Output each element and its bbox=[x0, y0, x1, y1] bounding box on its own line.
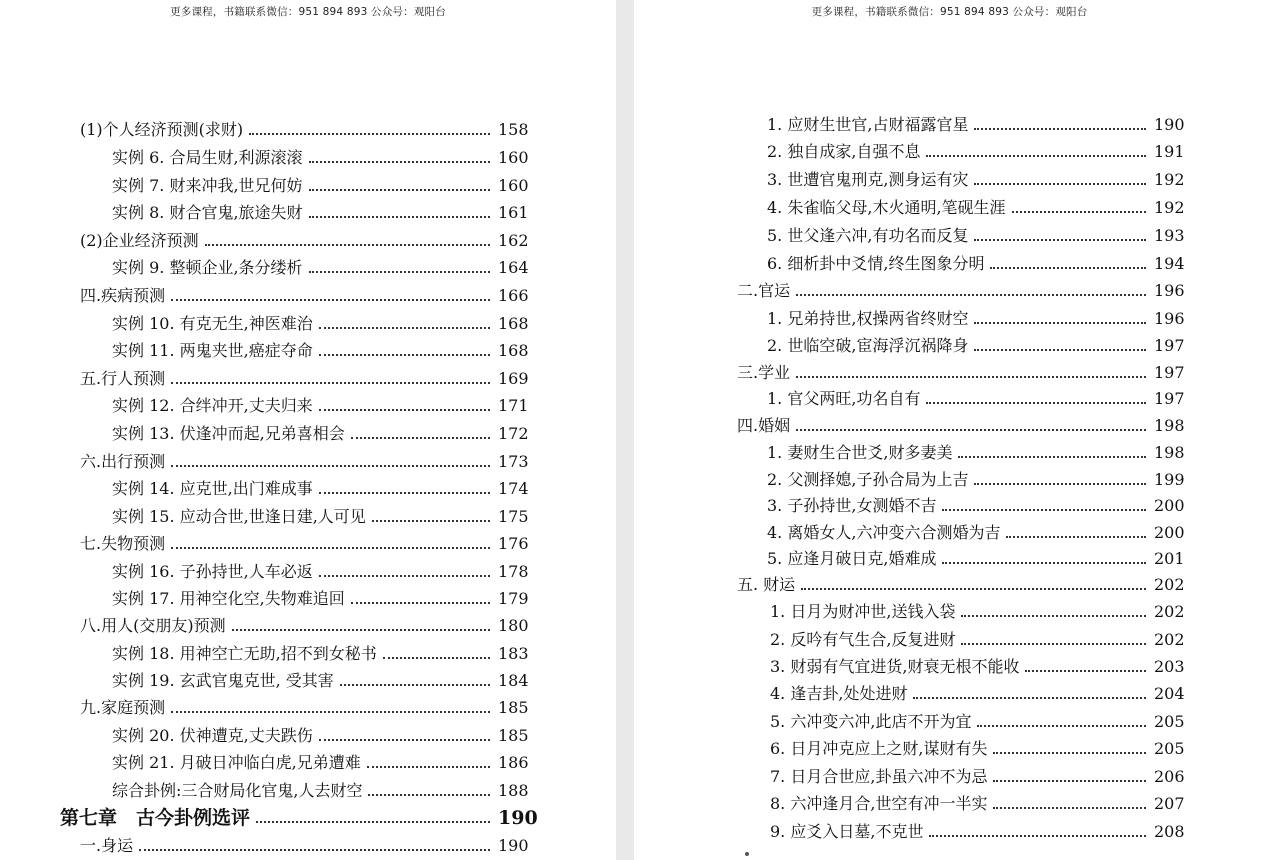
toc-entry-title: 3. 财弱有气宜进货,财衰无根不能收 bbox=[770, 657, 1020, 676]
toc-entry-page: 164 bbox=[498, 258, 529, 277]
toc-entry-page: 196 bbox=[1154, 281, 1185, 300]
toc-entry-title: 实例 7. 财来冲我,世兄何妨 bbox=[112, 176, 303, 195]
toc-entry bbox=[80, 229, 530, 251]
toc-entry-page: 207 bbox=[1154, 794, 1185, 813]
toc-entry-title: 四.婚姻 bbox=[737, 416, 791, 435]
toc-entry-title: 实例 11. 两鬼夹世,癌症夺命 bbox=[112, 341, 313, 360]
toc-entry-page: 198 bbox=[1154, 416, 1185, 435]
toc-entry-page: 188 bbox=[498, 781, 529, 800]
toc-entry-page: 172 bbox=[498, 424, 529, 443]
toc-entry-page: 178 bbox=[498, 562, 529, 581]
toc-entry-page: 197 bbox=[1154, 336, 1185, 355]
toc-entry bbox=[112, 779, 530, 801]
toc-entry-title: 实例 10. 有克无生,神医难治 bbox=[112, 314, 313, 333]
toc-entry bbox=[112, 146, 530, 168]
toc-entry-title: 实例 16. 子孙持世,人车必返 bbox=[112, 562, 313, 581]
toc-entry-page: 179 bbox=[498, 589, 529, 608]
toc-entry-title: 2. 独自成家,自强不息 bbox=[767, 142, 921, 161]
toc-entry bbox=[770, 792, 1186, 814]
toc-entry-page: 175 bbox=[498, 507, 529, 526]
toc-entry bbox=[770, 820, 1186, 842]
toc-entry bbox=[112, 256, 530, 278]
toc-entry bbox=[767, 252, 1186, 274]
toc-entry bbox=[80, 284, 530, 306]
toc-entry bbox=[767, 547, 1186, 569]
toc-entry-page: 205 bbox=[1154, 712, 1185, 731]
toc-entry-title: 三.学业 bbox=[737, 363, 791, 382]
toc-entry-title: 2. 世临空破,宦海浮沉祸降身 bbox=[767, 336, 969, 355]
toc-entry-title: 1. 官父两旺,功名自有 bbox=[767, 389, 921, 408]
toc-entry bbox=[770, 737, 1186, 759]
toc-entry-page: 192 bbox=[1154, 198, 1185, 217]
toc-entry-title: (2)企业经济预测 bbox=[80, 231, 199, 250]
toc-entry-title: 实例 18. 用神空亡无助,招不到女秘书 bbox=[112, 644, 377, 663]
toc-entry-page: 208 bbox=[1154, 822, 1185, 841]
toc-entry-title: 6. 日月冲克应上之财,谋财有失 bbox=[770, 739, 988, 758]
toc-entry bbox=[112, 669, 530, 691]
toc-entry bbox=[112, 339, 530, 361]
toc-entry bbox=[80, 834, 530, 856]
toc-entry bbox=[767, 441, 1186, 463]
toc-entry-page: 202 bbox=[1154, 602, 1185, 621]
toc-entry bbox=[737, 573, 1186, 595]
toc-entry-title: 4. 逢吉卦,处处进财 bbox=[770, 684, 908, 703]
toc-entry-page: 196 bbox=[1154, 309, 1185, 328]
toc-entry-title: 实例 14. 应克世,出门难成事 bbox=[112, 479, 313, 498]
toc-entry-title: 2. 父测择媳,子孙合局为上吉 bbox=[767, 470, 969, 489]
toc-entry-title: 4. 朱雀临父母,木火通明,笔砚生涯 bbox=[767, 198, 1006, 217]
toc-entry-page: 185 bbox=[498, 698, 529, 717]
toc-entry bbox=[767, 468, 1186, 490]
toc-entry bbox=[770, 710, 1186, 732]
toc-entry-title: 实例 13. 伏逢冲而起,兄弟喜相会 bbox=[112, 424, 345, 443]
toc-entry bbox=[80, 450, 530, 472]
toc-entry-page: 202 bbox=[1154, 630, 1185, 649]
toc-entry-title: 实例 12. 合绊冲开,丈夫归来 bbox=[112, 396, 313, 415]
toc-entry-title: 七.失物预测 bbox=[80, 534, 166, 553]
toc-entry-title: 第七章 古今卦例选评 bbox=[60, 807, 251, 829]
toc-chapter-entry bbox=[60, 806, 538, 829]
toc-entry bbox=[767, 140, 1186, 162]
toc-entry-title: 五.行人预测 bbox=[80, 369, 166, 388]
toc-entry-title: (1)个人经济预测(求财) bbox=[80, 120, 244, 139]
toc-entry-page: 197 bbox=[1154, 363, 1185, 382]
toc-entry bbox=[767, 521, 1186, 543]
toc-entry-page: 176 bbox=[498, 534, 529, 553]
toc-entry-page: 161 bbox=[498, 203, 529, 222]
scan-speck bbox=[745, 852, 749, 856]
toc-entry-page: 186 bbox=[498, 753, 529, 772]
left-page bbox=[0, 0, 616, 860]
toc-entry-title: 一.身运 bbox=[80, 836, 134, 855]
toc-entry bbox=[770, 765, 1186, 787]
toc-entry-page: 205 bbox=[1154, 739, 1185, 758]
toc-entry bbox=[737, 414, 1186, 436]
toc-entry-title: 实例 6. 合局生财,利源滚滚 bbox=[112, 148, 303, 167]
toc-entry bbox=[80, 614, 530, 636]
toc-entry-title: 五. 财运 bbox=[737, 575, 796, 594]
toc-entry-page: 171 bbox=[498, 396, 529, 415]
toc-entry-page: 202 bbox=[1154, 575, 1185, 594]
toc-entry-page: 190 bbox=[1154, 115, 1185, 134]
toc-entry bbox=[112, 505, 530, 527]
toc-entry-page: 166 bbox=[498, 286, 529, 305]
toc-entry-title: 8. 六冲逢月合,世空有冲一半实 bbox=[770, 794, 988, 813]
toc-entry bbox=[112, 174, 530, 196]
toc-entry bbox=[737, 361, 1186, 383]
toc-entry bbox=[80, 118, 530, 140]
toc-entry bbox=[767, 196, 1186, 218]
toc-entry-title: 5. 应逢月破日克,婚难成 bbox=[767, 549, 937, 568]
toc-entry-page: 204 bbox=[1154, 684, 1185, 703]
toc-entry bbox=[112, 394, 530, 416]
toc-entry-title: 实例 17. 用神空化空,失物难追回 bbox=[112, 589, 345, 608]
toc-entry-title: 八.用人(交朋友)预测 bbox=[80, 616, 226, 635]
toc-entry-page: 183 bbox=[498, 644, 529, 663]
toc-entry-page: 191 bbox=[1154, 142, 1185, 161]
toc-entry-page: 160 bbox=[498, 148, 529, 167]
toc-entry bbox=[112, 312, 530, 334]
toc-entry-page: 190 bbox=[498, 836, 529, 855]
toc-entry-title: 2. 反吟有气生合,反复进财 bbox=[770, 630, 956, 649]
page-header: 更多课程，书籍联系微信：951 894 893 公众号：观阳台 bbox=[811, 6, 1088, 18]
toc-entry bbox=[80, 367, 530, 389]
toc-entry-page: 193 bbox=[1154, 226, 1185, 245]
toc-entry bbox=[112, 201, 530, 223]
toc-entry-page: 203 bbox=[1154, 657, 1185, 676]
toc-entry-title: 3. 世遭官鬼刑克,测身运有灾 bbox=[767, 170, 969, 189]
toc-entry-page: 184 bbox=[498, 671, 529, 690]
toc-entry-page: 160 bbox=[498, 176, 529, 195]
toc-entry bbox=[767, 307, 1186, 329]
toc-entry-title: 1. 日月为财冲世,送钱入袋 bbox=[770, 602, 956, 621]
toc-entry-title: 二.官运 bbox=[737, 281, 791, 300]
toc-entry bbox=[767, 334, 1186, 356]
toc-entry bbox=[112, 751, 530, 773]
toc-entry-title: 1. 妻财生合世爻,财多妻美 bbox=[767, 443, 953, 462]
toc-entry-title: 1. 应财生世官,占财福露官星 bbox=[767, 115, 969, 134]
toc-entry-title: 4. 离婚女人,六冲变六合测婚为吉 bbox=[767, 523, 1001, 542]
toc-entry-page: 200 bbox=[1154, 496, 1185, 515]
toc-entry bbox=[112, 642, 530, 664]
toc-entry-title: 四.疾病预测 bbox=[80, 286, 166, 305]
page-header: 更多课程，书籍联系微信：951 894 893 公众号：观阳台 bbox=[170, 6, 446, 18]
toc-entry-page: 158 bbox=[498, 120, 529, 139]
toc-entry bbox=[770, 600, 1186, 622]
toc-entry bbox=[767, 168, 1186, 190]
toc-entry bbox=[770, 628, 1186, 650]
toc-entry bbox=[770, 682, 1186, 704]
toc-entry-page: 192 bbox=[1154, 170, 1185, 189]
toc-entry-title: 九.家庭预测 bbox=[80, 698, 166, 717]
toc-entry bbox=[112, 422, 530, 444]
toc-entry-page: 173 bbox=[498, 452, 529, 471]
toc-entry-page: 168 bbox=[498, 314, 529, 333]
right-page bbox=[634, 0, 1265, 860]
toc-entry bbox=[767, 494, 1186, 516]
toc-entry-title: 5. 六冲变六冲,此店不开为宜 bbox=[770, 712, 972, 731]
toc-entry bbox=[737, 279, 1186, 301]
toc-entry-page: 200 bbox=[1154, 523, 1185, 542]
toc-entry-title: 实例 8. 财合官鬼,旅途失财 bbox=[112, 203, 303, 222]
toc-entry-title: 3. 子孙持世,女测婚不吉 bbox=[767, 496, 937, 515]
toc-entry-title: 6. 细析卦中爻情,终生图象分明 bbox=[767, 254, 985, 273]
toc-entry-page: 199 bbox=[1154, 470, 1185, 489]
toc-entry-title: 综合卦例:三合财局化官鬼,人去财空 bbox=[112, 781, 363, 800]
toc-entry bbox=[112, 724, 530, 746]
toc-entry-page: 162 bbox=[498, 231, 529, 250]
toc-entry-title: 实例 15. 应动合世,世逢日建,人可见 bbox=[112, 507, 366, 526]
toc-entry-page: 180 bbox=[498, 616, 529, 635]
toc-entry-page: 174 bbox=[498, 479, 529, 498]
toc-entry-title: 实例 19. 玄武官鬼克世, 受其害 bbox=[112, 671, 334, 690]
toc-entry-page: 201 bbox=[1154, 549, 1185, 568]
toc-entry-title: 实例 20. 伏神遭克,丈夫跌伤 bbox=[112, 726, 313, 745]
toc-entry bbox=[80, 696, 530, 718]
toc-entry-title: 1. 兄弟持世,权操两省终财空 bbox=[767, 309, 969, 328]
toc-entry-title: 5. 世父逢六冲,有功名而反复 bbox=[767, 226, 969, 245]
toc-entry-page: 197 bbox=[1154, 389, 1185, 408]
toc-entry-title: 7. 日月合世应,卦虽六冲不为忌 bbox=[770, 767, 988, 786]
toc-entry bbox=[112, 477, 530, 499]
toc-entry-page: 206 bbox=[1154, 767, 1185, 786]
toc-entry-title: 实例 21. 月破日冲临白虎,兄弟遭难 bbox=[112, 753, 361, 772]
toc-entry-title: 六.出行预测 bbox=[80, 452, 166, 471]
toc-entry-page: 185 bbox=[498, 726, 529, 745]
toc-entry-page: 168 bbox=[498, 341, 529, 360]
toc-entry-page: 190 bbox=[498, 807, 538, 829]
toc-entry bbox=[770, 655, 1186, 677]
toc-entry-title: 9. 应爻入日墓,不克世 bbox=[770, 822, 924, 841]
toc-entry-title: 实例 9. 整顿企业,条分缕析 bbox=[112, 258, 303, 277]
toc-entry bbox=[767, 224, 1186, 246]
toc-entry bbox=[767, 387, 1186, 409]
toc-entry-page: 169 bbox=[498, 369, 529, 388]
toc-entry-page: 198 bbox=[1154, 443, 1185, 462]
toc-entry-page: 194 bbox=[1154, 254, 1185, 273]
toc-entry bbox=[767, 113, 1186, 135]
toc-entry bbox=[80, 532, 530, 554]
toc-entry bbox=[112, 560, 530, 582]
toc-entry bbox=[112, 587, 530, 609]
